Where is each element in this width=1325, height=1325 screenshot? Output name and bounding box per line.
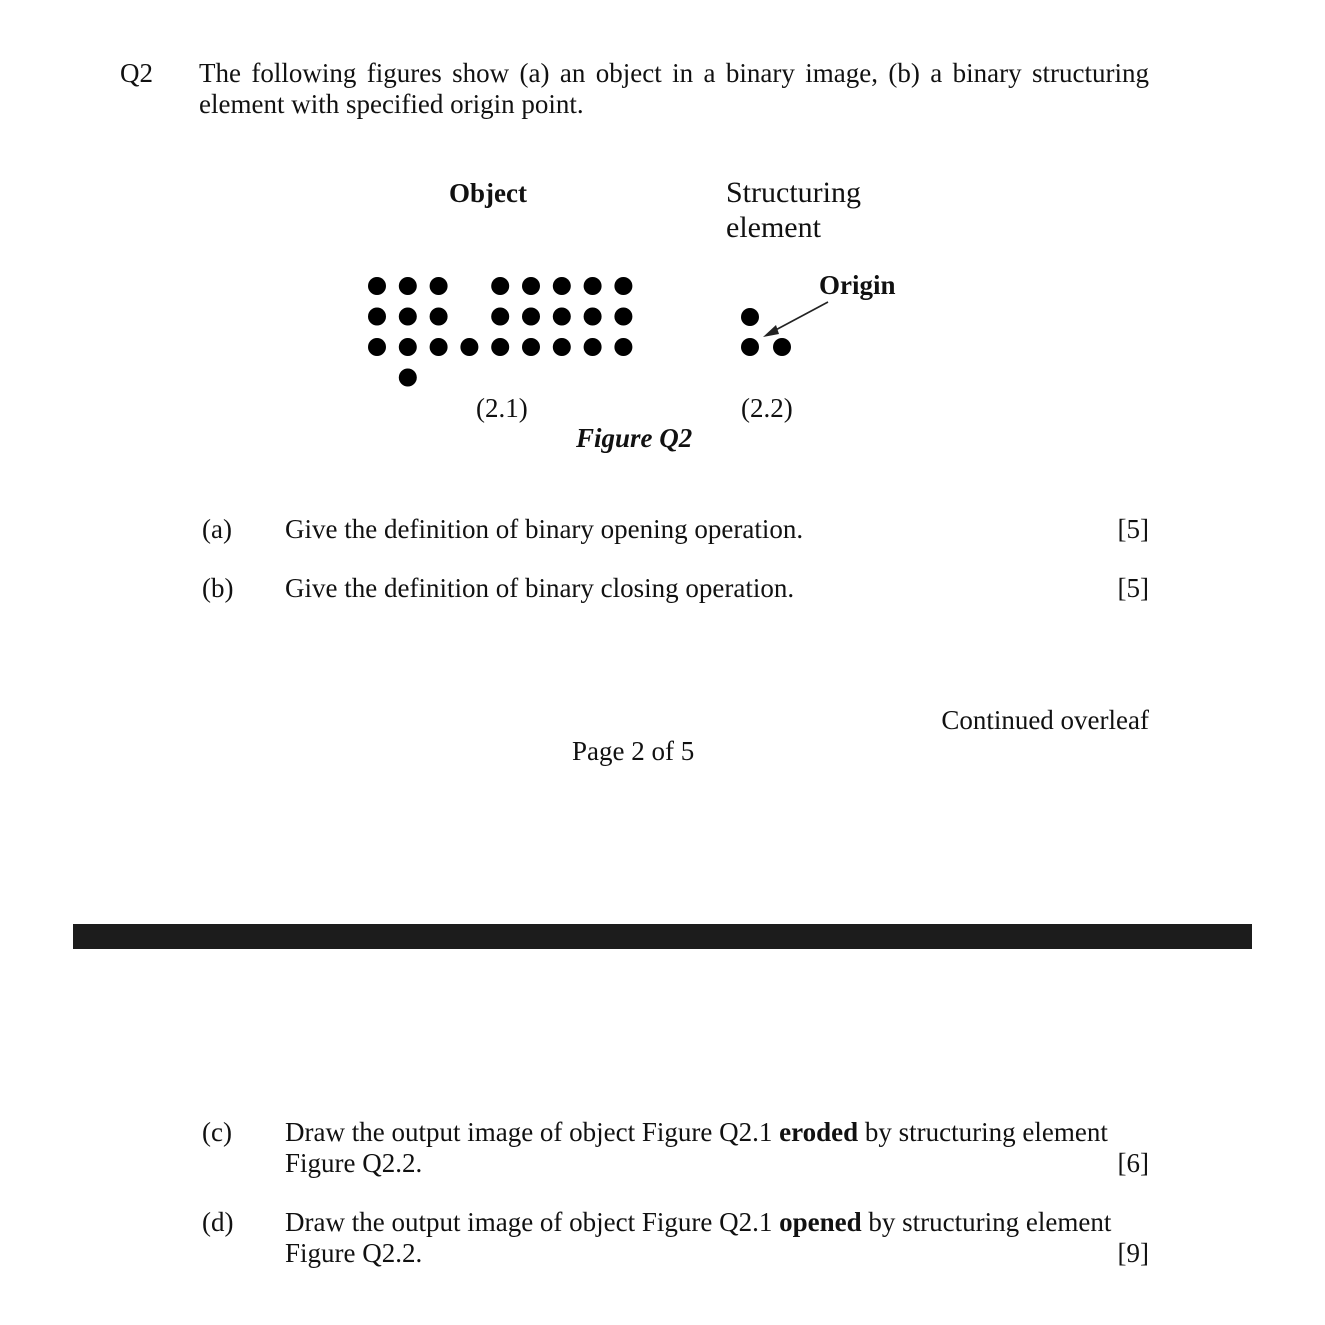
object-dot-r2-c5 [522,338,540,356]
part-a-marks: [5] [1117,514,1149,544]
part-c-line2: Figure Q2.2. [285,1148,423,1178]
object-dot-r0-c6 [553,277,571,295]
part-c-text-before: Draw the output image of object Figure Q2.1 [285,1117,780,1147]
origin-label: Origin [819,270,896,300]
object-dot-r1-c0 [368,308,386,326]
object-dot-r2-c2 [430,338,448,356]
object-dot-r1-c1 [399,308,417,326]
object-dot-r0-c4 [491,277,509,295]
object-dot-r0-c2 [430,277,448,295]
part-d-marks: [9] [1117,1238,1149,1268]
object-dot-r2-c4 [491,338,509,356]
part-c-text-after: by structuring element [858,1117,1108,1147]
figure-title: Figure Q2 [576,423,693,453]
part-d-label: (d) [202,1207,234,1237]
part-d-line1 [285,1207,1149,1238]
object-caption: Object [449,178,527,208]
object-dot-r2-c7 [584,338,602,356]
part-a-text: Give the definition of binary opening operation. [285,514,804,544]
object-dot-r2-c0 [368,338,386,356]
se-dot-r0-c0 [741,308,759,326]
question-intro: The following figures show (a) an object in a binary image, (b) a binary structuring element with specified origin point. [199,58,1149,119]
se-dot-r1-c0 [741,338,759,356]
part-d-text-before: Draw the output image of object Figure Q2.1 [285,1207,780,1237]
question-number: Q2 [120,58,153,88]
part-c-label: (c) [202,1117,232,1147]
origin-arrow [763,302,828,337]
object-dot-r3-c1 [399,369,417,387]
continued-overleaf: Continued overleaf [941,705,1149,735]
object-dot-grid [368,277,632,387]
structuring-element-dot-grid [741,308,791,356]
part-d-keyword: opened [779,1207,862,1237]
object-dot-r2-c6 [553,338,571,356]
object-dot-r1-c7 [584,308,602,326]
se-dot-r1-c1 [773,338,791,356]
object-dot-r1-c5 [522,308,540,326]
object-dot-r1-c8 [614,308,632,326]
object-dot-r0-c8 [614,277,632,295]
object-dot-r0-c7 [584,277,602,295]
part-a-label: (a) [202,514,232,544]
part-b-label: (b) [202,573,234,603]
page-divider [73,924,1252,949]
object-dot-r1-c4 [491,308,509,326]
object-dot-r1-c6 [553,308,571,326]
object-dot-r0-c5 [522,277,540,295]
object-dot-r1-c2 [430,308,448,326]
object-dot-r0-c1 [399,277,417,295]
object-dot-r0-c0 [368,277,386,295]
part-b-marks: [5] [1117,573,1149,603]
object-dot-r2-c1 [399,338,417,356]
part-b-text: Give the definition of binary closing operation. [285,573,795,603]
part-d-line2: Figure Q2.2. [285,1238,423,1268]
figure-sublabel-2-1: (2.1) [476,393,528,423]
structuring-element-caption-line2: element [726,211,821,244]
object-dot-r2-c8 [614,338,632,356]
part-c-keyword: eroded [779,1117,859,1147]
structuring-element-caption-line1: Structuring [726,176,861,209]
page-number: Page 2 of 5 [572,736,695,766]
object-dot-r2-c3 [460,338,478,356]
part-c-marks: [6] [1117,1148,1149,1178]
part-c-line1 [285,1117,1149,1148]
figure-sublabel-2-2: (2.2) [741,393,793,423]
part-d-text-after: by structuring element [861,1207,1112,1237]
